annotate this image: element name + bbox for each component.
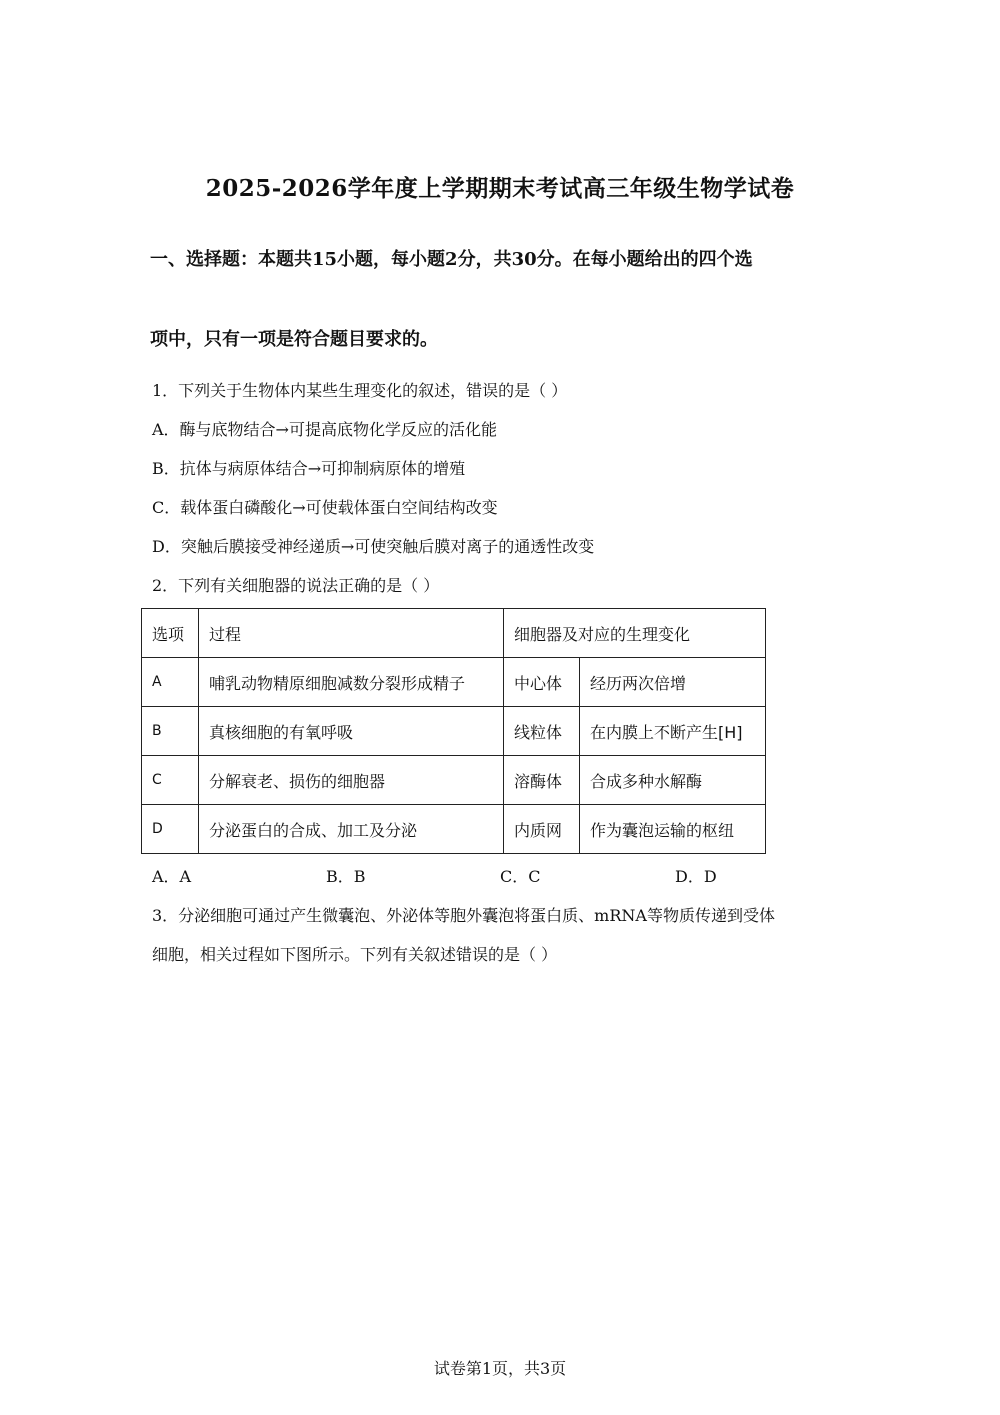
- q1-option-d: D．突触后膜接受神经递质→可使突触后膜对离子的通透性改变: [152, 537, 595, 556]
- table-cell: 中心体: [504, 658, 580, 707]
- table-header-cell: 选项: [142, 609, 199, 658]
- table-cell: 真核细胞的有氧呼吸: [199, 707, 504, 756]
- table-cell: B: [142, 707, 199, 756]
- table-cell: C: [142, 756, 199, 805]
- table-cell: A: [142, 658, 199, 707]
- q3-stem-line2: 细胞，相关过程如下图所示。下列有关叙述错误的是（ ）: [152, 945, 558, 964]
- table-row: [142, 707, 766, 756]
- table-cell: 分泌蛋白的合成、加工及分泌: [199, 805, 504, 854]
- page-footer: 试卷第1页，共3页: [433, 1359, 567, 1378]
- q1-option-b: B．抗体与病原体结合→可抑制病原体的增殖: [152, 459, 466, 478]
- table-header-cell: 细胞器及对应的生理变化: [504, 609, 766, 658]
- table-row: [142, 756, 766, 805]
- table-cell: D: [142, 805, 199, 854]
- section-heading-line1: 一、选择题：本题共15小题，每小题2分，共30分。在每小题给出的四个选: [150, 249, 753, 270]
- table-cell: 经历两次倍增: [580, 658, 766, 707]
- table-header-cell: 过程: [199, 609, 504, 658]
- table-cell: 作为囊泡运输的枢纽: [580, 805, 766, 854]
- table-cell: 分解衰老、损伤的细胞器: [199, 756, 504, 805]
- q2-choice-d: D．D: [675, 867, 717, 886]
- q2-choice-b: B．B: [326, 867, 366, 886]
- table-cell: 哺乳动物精原细胞减数分裂形成精子: [199, 658, 504, 707]
- table-cell: 溶酶体: [504, 756, 580, 805]
- q1-stem: 1．下列关于生物体内某些生理变化的叙述，错误的是（ ）: [152, 381, 568, 400]
- table-cell: 合成多种水解酶: [580, 756, 766, 805]
- q1-option-c: C．载体蛋白磷酸化→可使载体蛋白空间结构改变: [152, 498, 498, 517]
- q2-stem: 2．下列有关细胞器的说法正确的是（ ）: [152, 576, 440, 595]
- q3-stem-line1: 3．分泌细胞可通过产生微囊泡、外泌体等胞外囊泡将蛋白质、mRNA等物质传递到受体: [152, 906, 775, 925]
- table-cell: 内质网: [504, 805, 580, 854]
- q2-choice-c: C．C: [500, 867, 541, 886]
- table-header-row: [142, 609, 766, 658]
- table-cell: 在内膜上不断产生[H]: [580, 707, 766, 756]
- table-cell: 线粒体: [504, 707, 580, 756]
- q1-option-a: A．酶与底物结合→可提高底物化学反应的活化能: [152, 420, 497, 439]
- table-row: [142, 805, 766, 854]
- q2-choice-a: A．A: [152, 867, 192, 886]
- exam-title: 2025-2026学年度上学期期末考试高三年级生物学试卷: [205, 175, 795, 202]
- q2-table: [141, 608, 766, 854]
- table-row: [142, 658, 766, 707]
- section-heading-line2: 项中，只有一项是符合题目要求的。: [150, 329, 438, 350]
